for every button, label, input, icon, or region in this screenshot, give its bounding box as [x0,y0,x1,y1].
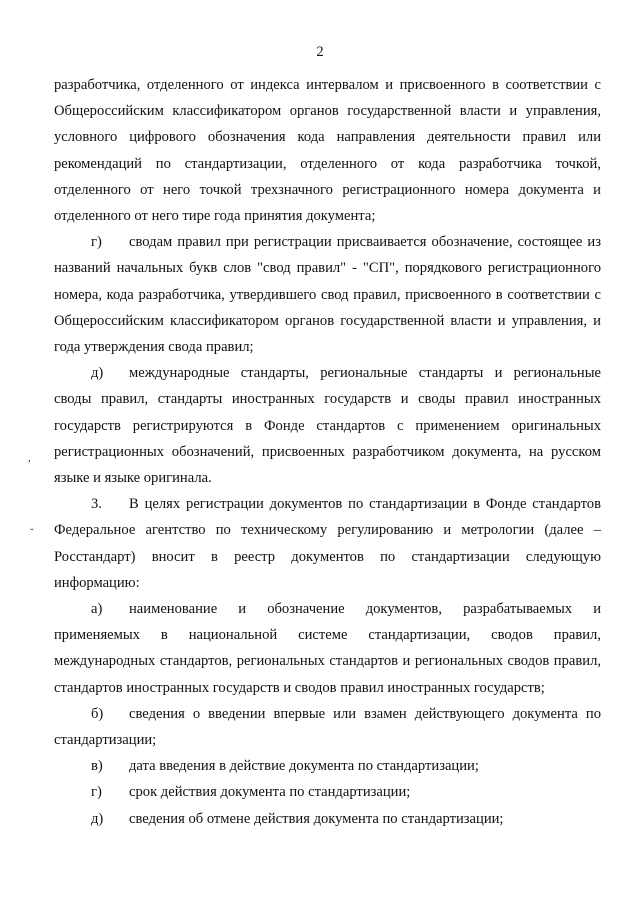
paragraph-item-d2 [54,806,601,832]
margin-mark: , [28,452,31,464]
paragraph-item-g2 [54,779,601,805]
margin-mark: ˇ [30,527,34,539]
paragraph-text: срок действия документа по стандартизации; [129,784,411,801]
list-marker: г) [91,234,102,251]
document-body [54,72,601,832]
paragraph-text: В целях регистрации документов по стандартизации в Фонде стандартов Федеральное агентство по техническому регулированию и метрологии (далее – Росстандарт) вносит в реестр документов по стандартизации следующую информацию: [54,496,601,591]
paragraph-text: сведения о введении впервые или взамен действующего документа по стандартизации; [54,705,601,749]
paragraph-continuation [54,72,601,229]
paragraph-section-3 [54,491,601,596]
list-marker: в) [91,758,103,775]
paragraph-text: международные стандарты, региональные стандарты и региональные своды правил, стандарты иностранных государств и своды правил иностранных государств регистрируются в Фонде стандартов с применением оригинальных регистрационных обозначений, присвоенных разработчиком документа, на русском языке и языке оригинала. [54,365,601,487]
list-marker: д) [91,810,104,827]
paragraph-item-d [54,360,601,491]
paragraph-text: наименование и обозначение документов, разрабатываемых и применяемых в национальной системе стандартизации, сводов правил, международных стандартов, региональных стандартов и региональных сводов правил, стандартов иностранных государств и сводов правил иностранных государств; [54,601,601,696]
paragraph-item-v [54,753,601,779]
list-marker: а) [91,601,103,618]
paragraph-item-g [54,229,601,360]
paragraph-text: сводам правил при регистрации присваивается обозначение, состоящее из названий начальных букв слов "свод правил" - "СП", порядкового регистрационного номера, кода разработчика, утвердившего свод правил, присвоенного в соответствии с Общероссийским классификатором органов государственной власти и управления, и года утверждения свода правил; [54,234,601,356]
list-marker: б) [91,705,104,722]
list-marker: д) [91,365,104,382]
paragraph-text: дата введения в действие документа по стандартизации; [129,758,479,775]
list-marker: г) [91,784,102,801]
paragraph-item-b [54,701,601,753]
paragraph-text: разработчика, отделенного от индекса интервалом и присвоенного в соответствии с Общероссийским классификатором органов государственной власти и управления, условного цифрового обозначения кода направления деятельности правил или рекомендаций по стандартизации, отделенного от кода разработчика точкой, отделенного от него точкой трехзначного регистрационного номера документа и отделенного от него тире года принятия документа; [54,77,601,225]
paragraph-text: сведения об отмене действия документа по стандартизации; [129,810,504,827]
list-marker: 3. [91,496,102,513]
paragraph-item-a [54,596,601,701]
page-number: 2 [316,44,324,60]
